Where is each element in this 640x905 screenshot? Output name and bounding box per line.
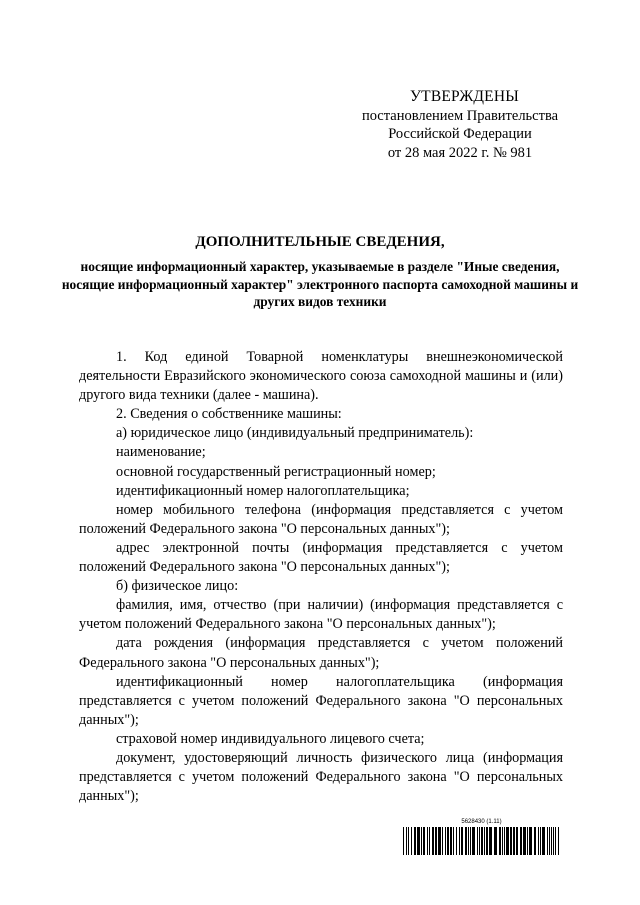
paragraph: основной государственный регистрационный номер; (116, 463, 436, 480)
paragraph: номер мобильного телефона (информация представляется с учетом положений Федерального закона "О персональных данных"); (79, 501, 563, 537)
document-title-block (60, 232, 580, 311)
paragraph: идентификационный номер налогоплательщика (информация представляется с учетом положений Федерального закона "О персональных данных"); (79, 673, 563, 728)
paragraph: страховой номер индивидуального лицевого счета; (116, 730, 425, 747)
paragraph: 2. Сведения о собственнике машины: (116, 406, 342, 423)
barcode-number: 5628430 (1.11) (461, 819, 502, 825)
barcode-block (403, 819, 560, 855)
approval-line-3: от 28 мая 2022 г. № 981 (387, 144, 533, 161)
paragraph: фамилия, имя, отчество (при наличии) (информация представляется с учетом положений Федерального закона "О персональных данных"); (79, 597, 563, 633)
paragraph: а) юридическое лицо (индивидуальный предприниматель): (116, 425, 474, 442)
document-subtitle: носящие информационный характер, указываемые в разделе "Иные сведения, носящие информационный характер" электронного паспорта самоходной машины и других видов техники (61, 259, 579, 309)
approval-heading: УТВЕРЖДЕНЫ (410, 88, 519, 105)
barcode-icon (403, 827, 560, 855)
approval-line-2: Российской Федерации (388, 126, 532, 142)
paragraph: адрес электронной почты (информация представляется с учетом положений Федерального закона "О персональных данных"); (79, 539, 563, 576)
paragraph: наименование; (116, 444, 206, 461)
paragraph: документ, удостоверяющий личность физического лица (информация представляется с учетом положений Федерального закона "О персональных данных"); (79, 749, 563, 805)
paragraph: идентификационный номер налогоплательщика; (116, 482, 410, 499)
approval-stamp (340, 88, 580, 162)
paragraph: дата рождения (информация представляется с учетом положений Федерального закона "О персональных данных"); (79, 635, 563, 671)
document-body (79, 348, 563, 806)
approval-line-1: постановлением Правительства (361, 107, 559, 124)
document-title: ДОПОЛНИТЕЛЬНЫЕ СВЕДЕНИЯ, (195, 234, 445, 250)
paragraph: б) физическое лицо: (116, 578, 239, 595)
paragraph: 1. Код единой Товарной номенклатуры внешнеэкономической деятельности Евразийского экономического союза самоходной машины и (или) другого вида техники (далее - машина). (79, 349, 563, 404)
